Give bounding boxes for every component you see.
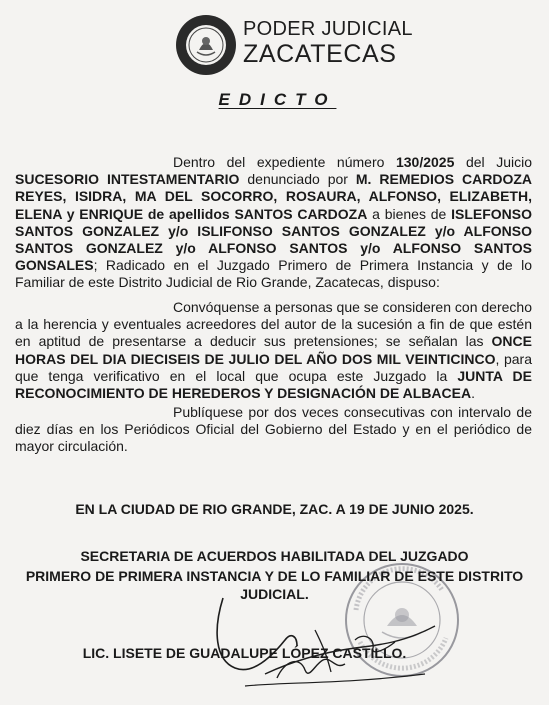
paragraph-case-details [15, 154, 532, 292]
hearing-purpose: JUNTA DE RECONOCIMIENTO DE HEREDEROS Y DESIGNACIÓN DE ALBACEA [15, 367, 532, 402]
org-line-1: PODER JUDICIAL [243, 18, 413, 40]
text: , para que tenga verificativo en el local que ocupa este Juzgado la [15, 350, 532, 384]
text: denunciado por [239, 171, 356, 188]
deceased-names: ISLEFONSO SANTOS GONZALEZ y/o ISLIFONSO SANTOS GONZALEZ y/o ALFONSO SANTOS GONZALEZ y/o ALFONSO SANTOS y/o ALFONSO SANTOS GONSALES [15, 205, 532, 274]
text: . [471, 385, 475, 402]
case-number: 130/2025 [395, 154, 455, 170]
signatory-name: LIC. LISETE DE GUADALUPE LÓPEZ CASTILLO. [82, 645, 407, 661]
text: ; Radicado en el Juzgado Primero de Primera Instancia y de lo Familiar de este Distrito Judicial de Rio Grande, Zacatecas, dispuso: [15, 257, 532, 291]
judiciary-seal-logo [175, 14, 237, 76]
signatory-title-line-2: PRIMERO DE PRIMERA INSTANCIA Y DE LO FAMILIAR DE ESTE DISTRITO [25, 568, 524, 584]
text: Publíquese por dos veces consecutivas con intervalo de diez días en los Periódicos Oficial del Gobierno del Estado y en el periódico de mayor circulación. [15, 404, 532, 455]
trial-type: SUCESORIO INTESTAMENTARIO [15, 171, 240, 188]
organization-name [243, 18, 413, 68]
coat-of-arms-seal-icon [175, 14, 237, 76]
signatory-title-line-1: SECRETARIA DE ACUERDOS HABILITADA DEL JUZGADO [80, 548, 469, 564]
text: a bienes de [367, 205, 452, 222]
text: Convóquense a personas que se consideren con derecho a la herencia y eventuales acreedores del autor de la sucesión a fin de que estén en aptitud de presentarse a deducir sus pretensiones; se señalan las [15, 299, 532, 350]
text: del Juicio [454, 154, 532, 170]
place-and-date: EN LA CIUDAD DE RIO GRANDE, ZAC. A 19 DE JUNIO 2025. [75, 501, 474, 517]
paragraph-publication [15, 404, 532, 456]
document-title-text: EDICTO [218, 90, 337, 109]
text: Dentro del expediente número [173, 154, 396, 170]
org-line-2: ZACATECAS [243, 40, 397, 68]
paragraph-summons [15, 299, 532, 402]
signatory-title-line-3: JUDICIAL. [240, 586, 309, 602]
claimants: M. REMEDIOS CARDOZA REYES, ISIDRA, MA DEL SOCORRO, ROSAURA, ALFONSO, ELIZABETH, ELENA y ENRIQUE de apellidos SANTOS CARDOZA [15, 171, 532, 222]
hearing-date: ONCE HORAS DEL DIA DIECISEIS DE JULIO DEL AÑO DOS MIL VEINTICINCO [15, 333, 532, 367]
document-title [0, 90, 549, 110]
